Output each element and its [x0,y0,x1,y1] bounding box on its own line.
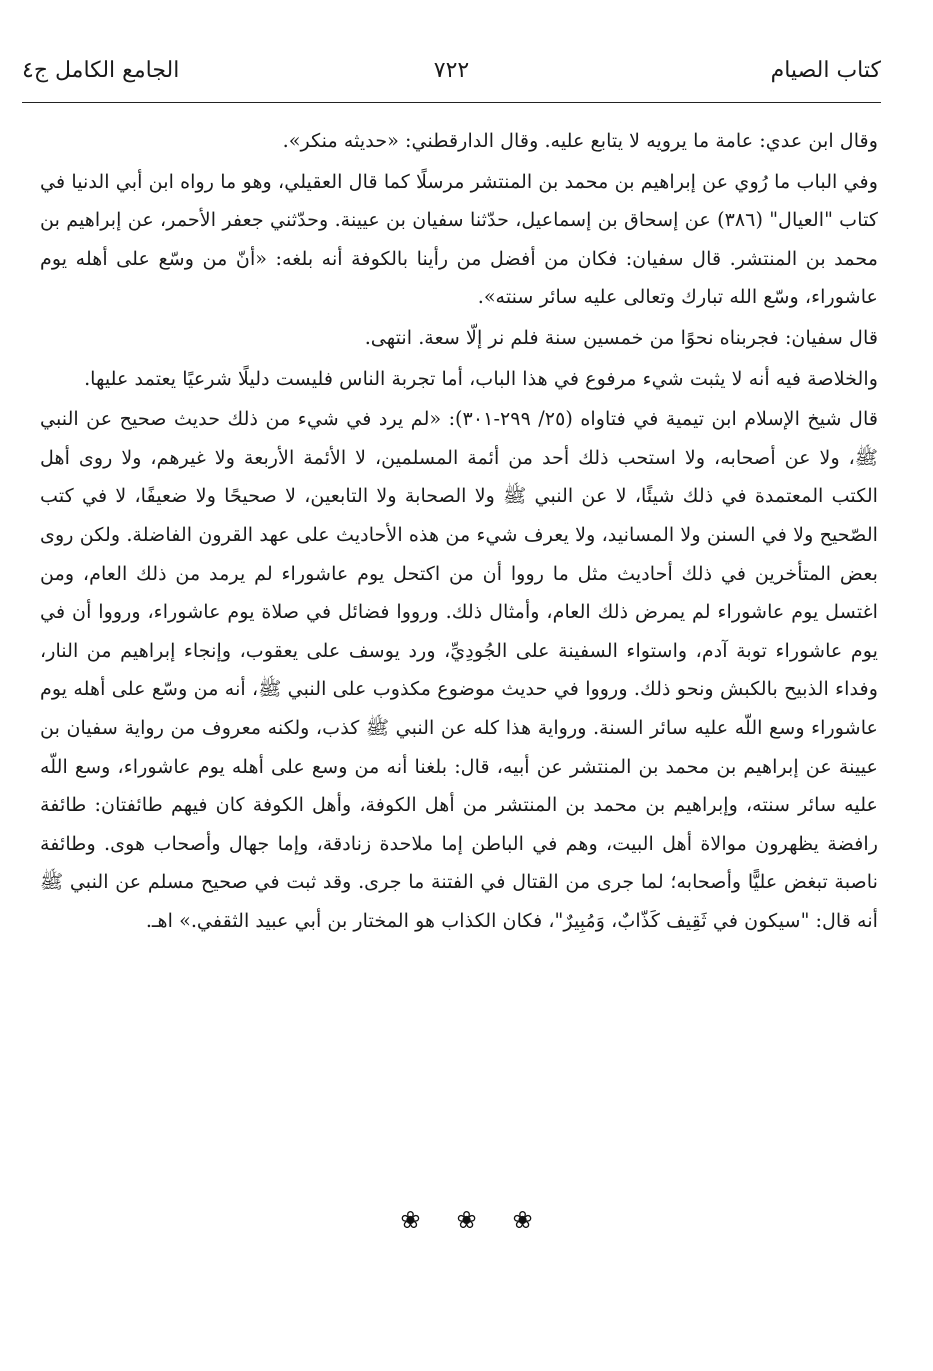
paragraph: قال شيخ الإسلام ابن تيمية في فتاواه (٢٥/ ٢٩٩-٣٠١): «لم يرد في شيء من ذلك حديث صحيح عن النبي ﷺ، ولا عن أصحابه، ولا استحب ذلك أحد من أئمة المسلمين، لا الأئمة الأربعة ولا غيرهم، ولا روى أهل الكتب المعتمدة في ذلك شيئًا، لا عن النبي ﷺ ولا الصحابة ولا التابعين، لا صحيحًا ولا ضعيفًا، لا في كتب الصّحيح ولا في السنن ولا المسانيد، ولا يعرف شيء من هذه الأحاديث على عهد القرون الفاضلة. ولكن روى بعض المتأخرين في ذلك أحاديث مثل ما رووا أن من اكتحل يوم عاشوراء لم يرمد من ذلك العام، ومن اغتسل يوم عاشوراء لم يمرض ذلك العام، وأمثال ذلك. ورووا فضائل في صلاة يوم عاشوراء، ورووا أن في يوم عاشوراء توبة آدم، واستواء السفينة على الجُودِيِّ، ورد يوسف على يعقوب، وإنجاء إبراهيم من النار، وفداء الذبيح بالكبش ونحو ذلك. ورووا في حديث موضوع مكذوب على النبي ﷺ، أنه من وسّع على أهله يوم عاشوراء وسع اللّه عليه سائر السنة. ورواية هذا كله عن النبي ﷺ كذب، ولكنه معروف من رواية سفيان بن عيينة عن إبراهيم بن محمد بن المنتشر عن أبيه، قال: بلغنا أنه من وسع على أهله يوم عاشوراء، وسع اللّه عليه سائر سنته، وإبراهيم بن محمد بن المنتشر من أهل الكوفة، وأهل الكوفة كان فيهم طائفتان: طائفة رافضة يظهرون موالاة أهل البيت، وهم في الباطن إما ملاحدة زنادقة، وإما جهال وأصحاب هوى. وطائفة ناصبة تبغض عليًّا وأصحابه؛ لما جرى من القتال في الفتنة ما جرى. وقد ثبت في صحيح مسلم عن النبي ﷺ أنه قال: "سيكون في ثَقِيف كَذّابٌ، وَمُبِيرٌ"، فكان الكذاب هو المختار بن أبي عبيد الثقفي.» اهـ. [40,407,878,932]
flower-ornament-icon: ❀ [512,1206,533,1234]
book-title: الجامع الكامل ج٤ [22,58,180,83]
header-divider [22,102,881,103]
chapter-title: كتاب الصيام [770,58,881,83]
page-header [22,56,881,96]
paragraph: وقال ابن عدي: عامة ما يرويه لا يتابع عليه. وقال الدارقطني: «حديثه منكر». [282,129,878,152]
flower-ornament-icon: ❀ [400,1206,421,1234]
flower-ornament-icon: ❀ [456,1206,477,1234]
body-text [40,122,878,940]
section-end-ornaments [0,1202,933,1238]
page-number: ٧٢٢ [433,58,470,83]
paragraph: وفي الباب ما رُوي عن إبراهيم بن محمد بن المنتشر مرسلًا كما قال العقيلي، وهو ما رواه ابن أبي الدنيا في كتاب "العيال" (٣٨٦) عن إسحاق بن إسماعيل، حدّثنا سفيان بن عيينة. وحدّثني جعفر الأحمر، عن إبراهيم بن محمد بن المنتشر. قال سفيان: فكان من أفضل من رأينا بالكوفة أنه بلغه: «أنّ من وسّع على أهله يوم عاشوراء، وسّع الله تبارك وتعالى عليه سائر سنته». [40,169,878,309]
paragraph: قال سفيان: فجربناه نحوًا من خمسين سنة فلم نر إلّا سعة. انتهى. [364,325,878,349]
paragraph: والخلاصة فيه أنه لا يثبت شيء مرفوع في هذا الباب، أما تجربة الناس فليست دليلًا شرعيًا يعتمد عليها. [84,366,878,390]
